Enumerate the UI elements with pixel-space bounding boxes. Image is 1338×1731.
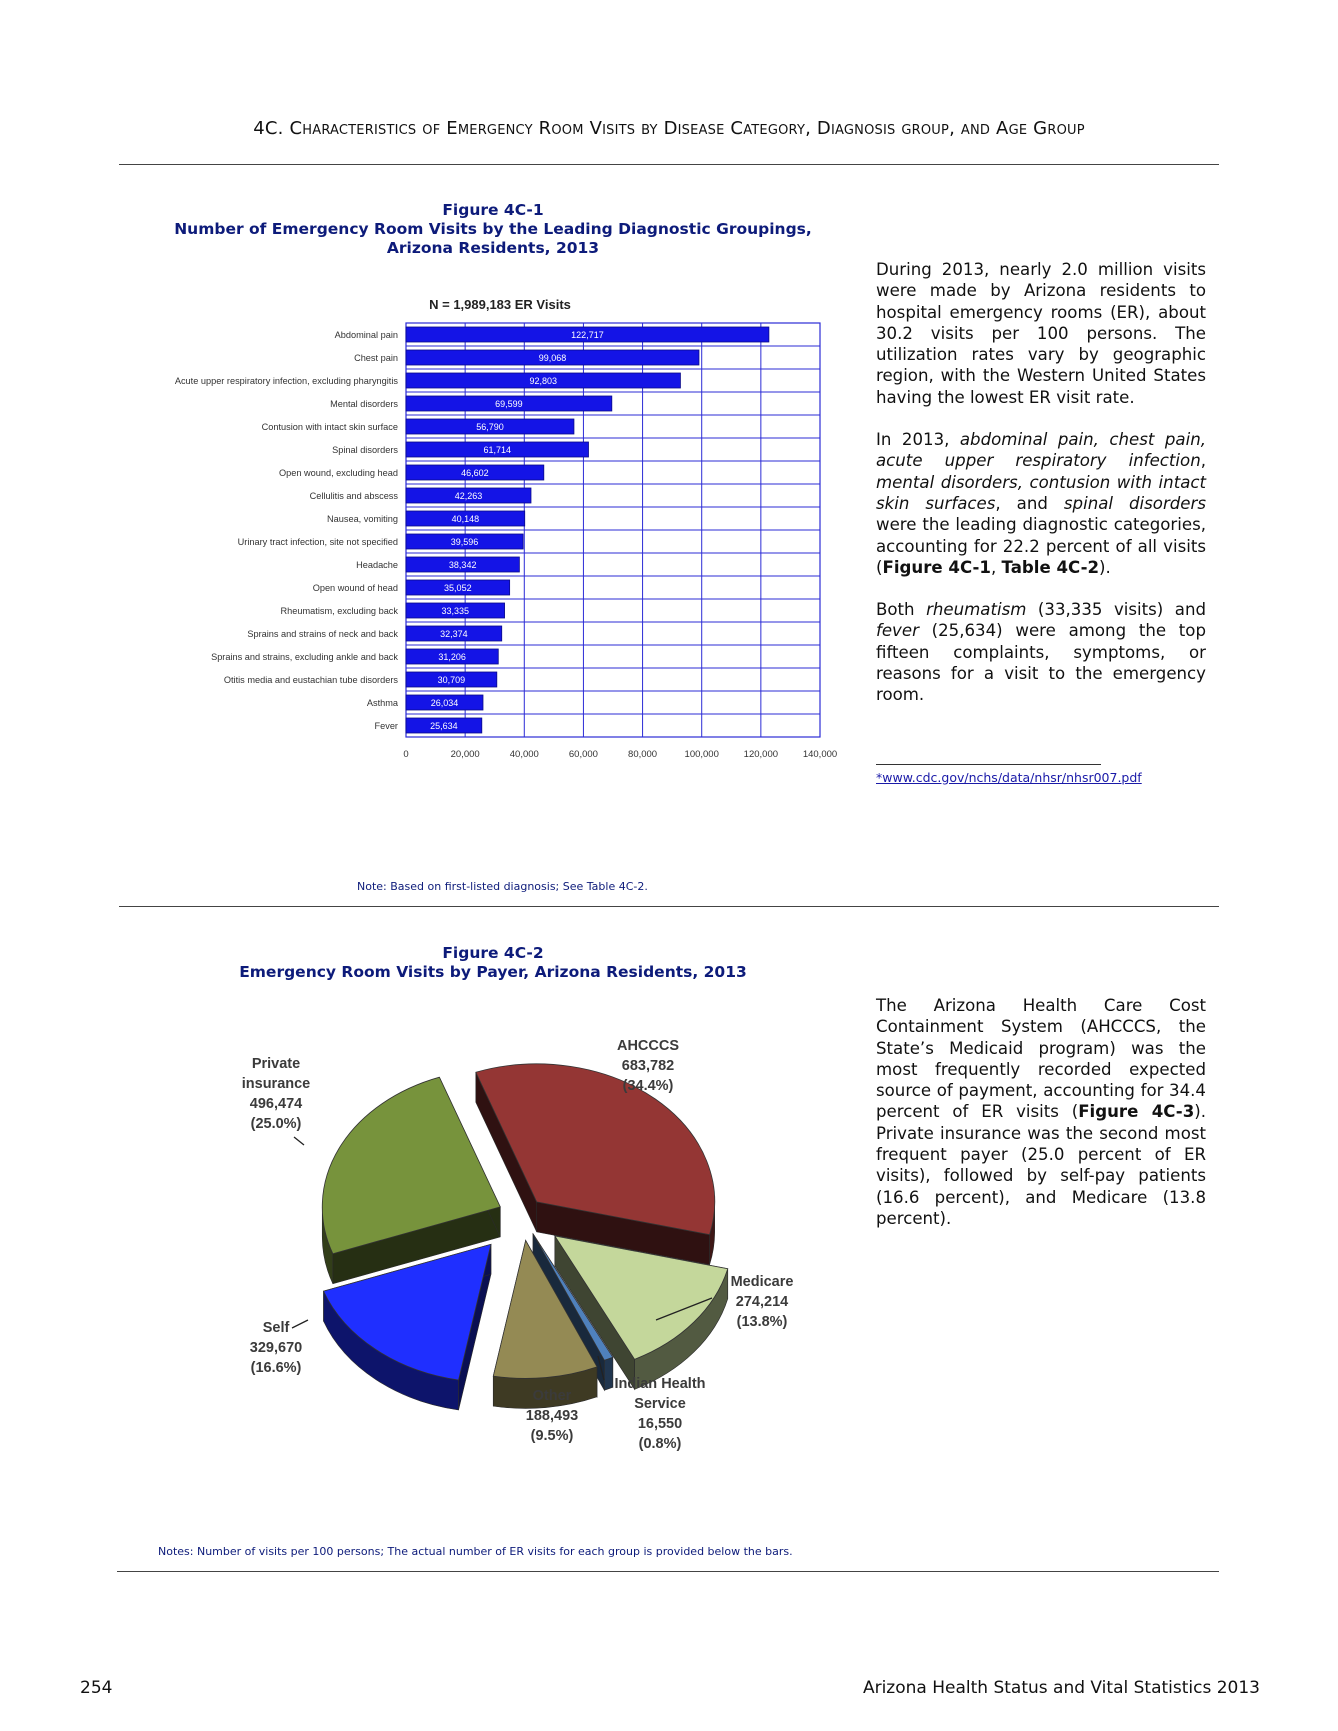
pie-label-private-insurance: insurance [241,1076,311,1092]
pie-label-other: (9.5%) [530,1428,574,1444]
bottom-divider [117,1571,1219,1572]
bar-category-label: Rheumatism, excluding back [280,606,398,616]
bar-value-label: 56,790 [476,422,504,432]
bar-category-label: Abdominal pain [334,330,398,340]
bar-category-label: Mental disorders [330,399,398,409]
payer-paragraph: The Arizona Health Care Cost Containment System (AHCCCS, the State’s Medicaid program) was the most frequently recorded expected source of payment, accounting for 34.4 percent of ER visits (Figure 4C-3). Private insurance was the second most frequent payer (25.0 percent of ER visits), followed by self-pay patients (16.6 percent), and Medicare (13.8 percent). [876,996,1206,1228]
pie-label-indian-health-service: Indian Health [614,1376,706,1392]
cdc-footnote-link[interactable]: *www.cdc.gov/nchs/data/nhsr/nhsr007.pdf [876,770,1142,785]
pie-label-other: Other [532,1388,572,1404]
bar-chart-x-tick-label: 80,000 [628,749,658,760]
pie-label-indian-health-service: Service [634,1396,686,1412]
pie-label-medicare: (13.8%) [736,1314,788,1330]
bar-value-label: 38,342 [448,560,477,570]
bar-chart-x-tick-label: 120,000 [743,749,779,760]
pie-rim-indian-health-service [604,1357,612,1390]
bar-chart-x-tick-label: 60,000 [568,749,598,760]
pie-label-ahcccs: (34.4%) [622,1078,674,1094]
bar-category-label: Contusion with intact skin surface [261,422,398,432]
bar-category-label: Urinary tract infection, site not specified [237,537,398,547]
pie-label-ahcccs: AHCCCS [616,1038,680,1054]
pie-label-ahcccs: 683,782 [621,1058,675,1074]
pie-label-indian-health-service: 16,550 [637,1416,683,1432]
pie-slice-ahcccs [476,1064,715,1235]
intro-paragraph-2: In 2013, abdominal pain, chest pain, acute upper respiratory infection, mental disorders, contusion with intact skin surfaces, and spinal disorders were the leading diagnostic categories, accounting for 22.2 percent of all visits (Figure 4C-1, Table 4C-2). [876,430,1206,577]
figure1-title-line1: Number of Emergency Room Visits by the Leading Diagnostic Groupings, [174,220,812,238]
figure2-label: Figure 4C-2 [442,944,544,962]
bar-value-label: 30,709 [437,675,466,685]
bar-chart-x-tick-label: 20,000 [450,749,480,760]
mid-divider [119,906,1219,907]
bar-value-label: 32,374 [440,629,468,639]
bar-value-label: 61,714 [483,445,512,455]
bar-category-label: Chest pain [354,353,398,363]
bar-category-label: Asthma [366,698,398,708]
bar-category-label: Spinal disorders [332,445,398,455]
bar-chart-category-labels [175,330,399,731]
bar-value-label: 26,034 [430,698,459,708]
bar-category-label: Open wound of head [312,583,398,593]
figure2-note: Notes: Number of visits per 100 persons; The actual number of ER visits for each group is provided below the bars. [158,1545,793,1558]
pie-label-private-insurance: 496,474 [249,1096,303,1112]
pie-label-private-insurance: (25.0%) [250,1116,302,1132]
bar-chart-x-tick-label: 140,000 [802,749,838,760]
bar-category-label: Sprains and strains, excluding ankle and back [211,652,398,662]
section-header: 4C. Characteristics of Emergency Room Visits by Disease Category, Diagnosis group, and Age Group [253,118,1085,139]
pie-label-indian-health-service: (0.8%) [638,1436,682,1452]
figure1-title-line2: Arizona Residents, 2013 [386,239,600,257]
pie-label-self: (16.6%) [250,1360,302,1376]
bar-value-label: 99,068 [538,353,567,363]
bar-value-label: 39,596 [450,537,479,547]
figure2-title: Emergency Room Visits by Payer, Arizona Residents, 2013 [239,963,747,981]
bar-value-label: 40,148 [451,514,480,524]
pie-chart-slices [322,1064,727,1380]
bar-value-label: 92,803 [529,376,557,386]
publication-title: Arizona Health Status and Vital Statistics 2013 [862,1678,1260,1698]
figure1-note: Note: Based on first-listed diagnosis; See Table 4C-2. [357,880,648,893]
pie-label-self: 329,670 [249,1340,303,1356]
bar-value-label: 46,602 [461,468,489,478]
pie-label-other: 188,493 [525,1408,579,1424]
intro-paragraph-3: Both rheumatism (33,335 visits) and fever (25,634) were among the top fifteen complaints, symptoms, or reasons for a visit to the emergency room. [876,600,1206,705]
figure1-label: Figure 4C-1 [442,201,544,219]
intro-paragraph-1: During 2013, nearly 2.0 million visits were made by Arizona residents to hospital emergency rooms (ER), about 30.2 visits per 100 persons. The utilization rates vary by geographic region, with the Western United States having the lowest ER visit rate. [876,260,1206,407]
page-number: 254 [80,1678,113,1698]
bar-category-label: Fever [374,721,398,731]
bar-chart-x-tick-label: 40,000 [509,749,539,760]
bar-value-label: 31,206 [438,652,466,662]
bar-chart-x-tick-label: 0 [403,749,409,760]
intro-text [876,259,1206,727]
bar-value-label: 25,634 [430,721,458,731]
bar-value-label: 69,599 [495,399,523,409]
bar-category-label: Acute upper respiratory infection, excluding pharyngitis [174,376,398,386]
bar-category-label: Cellulitis and abscess [309,491,398,501]
bar-category-label: Sprains and strains of neck and back [247,629,398,639]
bar-chart-subtitle: N = 1,989,183 ER Visits [429,297,571,312]
pie-leader-private-insurance [294,1137,304,1145]
payer-pie-chart [200,1020,840,1490]
bar-category-label: Open wound, excluding head [278,468,398,478]
bar-value-label: 33,335 [441,606,470,616]
header-divider [119,164,1219,165]
pie-leader-self [292,1320,308,1328]
bar-category-label: Otitis media and eustachian tube disorders [223,675,398,685]
bar-value-label: 35,052 [444,583,472,593]
pie-label-medicare: Medicare [730,1274,794,1290]
pie-label-self: Self [262,1320,290,1336]
payer-text [876,995,1206,1250]
footnote-rule [876,764,1101,765]
bar-category-label: Nausea, vomiting [327,514,398,524]
pie-label-private-insurance: Private [251,1056,301,1072]
diagnostic-bar-chart [0,285,860,775]
bar-value-label: 122,717 [571,330,604,340]
bar-chart-x-tick-label: 100,000 [684,749,719,760]
bar-category-label: Headache [356,560,398,570]
bar-chart-x-ticks [403,749,837,760]
pie-label-medicare: 274,214 [735,1294,789,1310]
bar-value-label: 42,263 [454,491,483,501]
